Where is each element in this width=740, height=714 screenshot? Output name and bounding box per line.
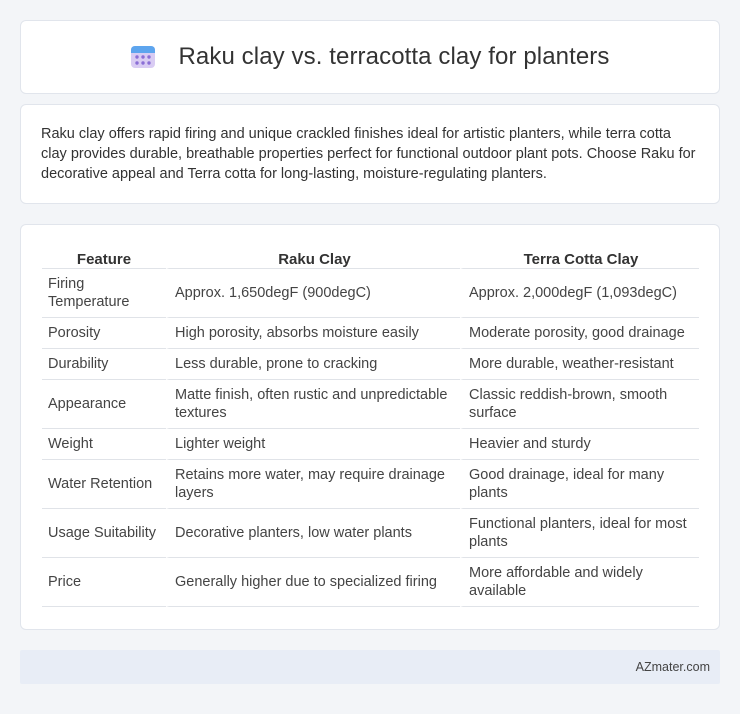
feature-cell: Porosity	[42, 318, 166, 349]
terracotta-cell: More durable, weather-resistant	[460, 349, 699, 380]
feature-cell: Weight	[42, 429, 166, 460]
feature-cell: Water Retention	[42, 460, 166, 509]
comparison-table-card	[20, 224, 720, 630]
table-row	[42, 349, 699, 380]
table-row	[42, 558, 699, 607]
feature-cell: Durability	[42, 349, 166, 380]
feature-cell: Price	[42, 558, 166, 607]
page-title: Raku clay vs. terracotta clay for planters	[178, 43, 610, 70]
raku-cell: Retains more water, may require drainage layers	[166, 460, 460, 509]
summary-card	[20, 104, 720, 204]
table-row	[42, 460, 699, 509]
table-row	[42, 380, 699, 429]
column-header-feature: Feature	[42, 243, 166, 269]
footer-bar	[20, 650, 720, 684]
footer-brand: AZmater.com	[635, 660, 710, 674]
terracotta-cell: Moderate porosity, good drainage	[460, 318, 699, 349]
feature-cell: Firing Temperature	[42, 269, 166, 318]
comparison-table	[42, 243, 699, 607]
terracotta-cell: More affordable and widely available	[460, 558, 699, 607]
terracotta-cell: Heavier and sturdy	[460, 429, 699, 460]
feature-cell: Usage Suitability	[42, 509, 166, 558]
summary-text: Raku clay offers rapid firing and unique crackled finishes ideal for artistic planters, while terra cotta clay provides durable, breathable properties perfect for functional outdoor plant pots. Choose Raku for decorative appeal and Terra cotta for long-lasting, moisture-regulating planters.	[41, 126, 696, 182]
table-row	[42, 318, 699, 349]
raku-cell: Matte finish, often rustic and unpredictable textures	[166, 380, 460, 429]
raku-cell: Less durable, prone to cracking	[166, 349, 460, 380]
raku-cell: High porosity, absorbs moisture easily	[166, 318, 460, 349]
terracotta-cell: Classic reddish-brown, smooth surface	[460, 380, 699, 429]
column-header-raku: Raku Clay	[166, 243, 460, 269]
table-header-row	[42, 243, 699, 269]
raku-cell: Generally higher due to specialized firing	[166, 558, 460, 607]
table-row	[42, 269, 699, 318]
feature-cell: Appearance	[42, 380, 166, 429]
calendar-icon	[130, 44, 156, 70]
raku-cell: Lighter weight	[166, 429, 460, 460]
table-row	[42, 509, 699, 558]
raku-cell: Approx. 1,650degF (900degC)	[166, 269, 460, 318]
terracotta-cell: Functional planters, ideal for most plants	[460, 509, 699, 558]
terracotta-cell: Good drainage, ideal for many plants	[460, 460, 699, 509]
terracotta-cell: Approx. 2,000degF (1,093degC)	[460, 269, 699, 318]
title-card	[20, 20, 720, 94]
table-row	[42, 429, 699, 460]
raku-cell: Decorative planters, low water plants	[166, 509, 460, 558]
column-header-terracotta: Terra Cotta Clay	[460, 243, 699, 269]
